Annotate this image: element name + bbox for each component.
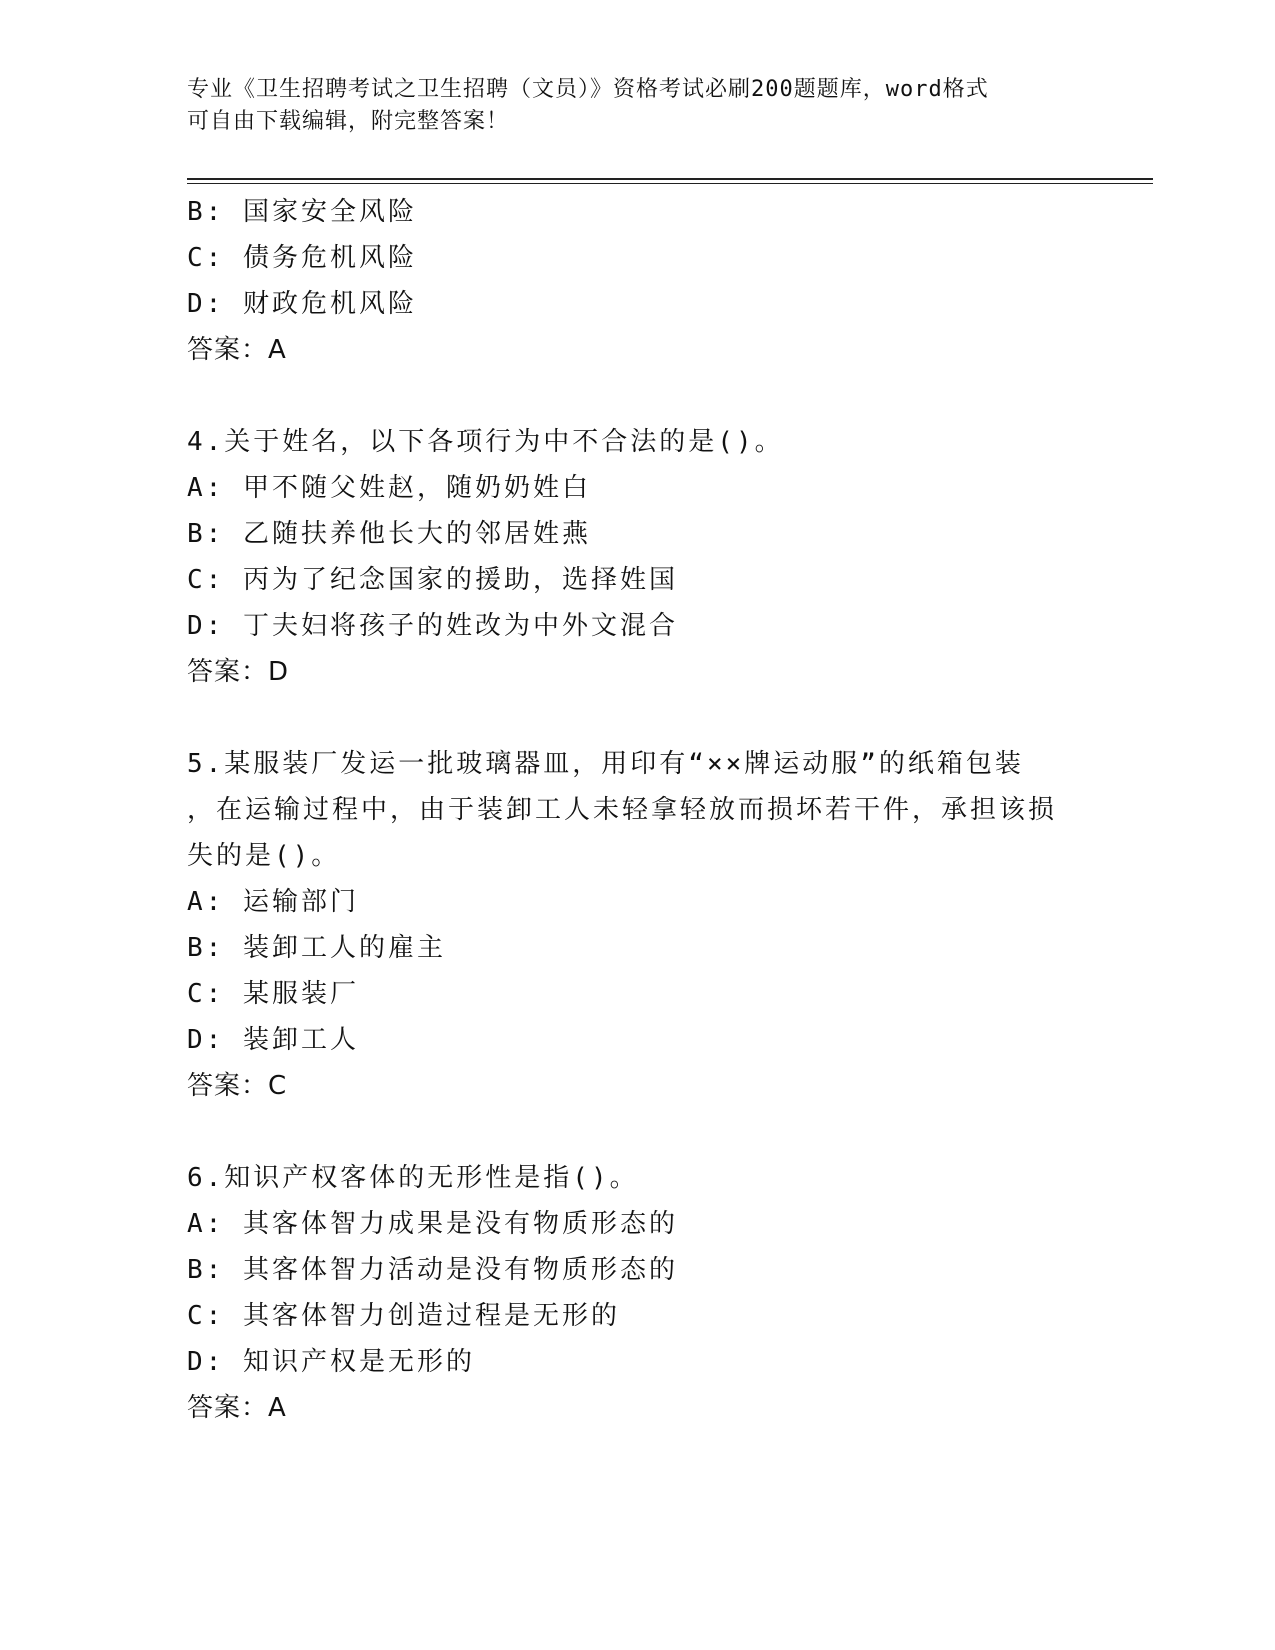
option-b: B: 其客体智力活动是没有物质形态的 — [187, 1255, 678, 1285]
question-stem-line-3: 失的是()。 — [187, 841, 341, 871]
question-list — [187, 189, 1067, 1431]
header-line-2: 可自由下载编辑，附完整答案！ — [187, 109, 510, 134]
question-stem-line-2: ，在运输过程中，由于装卸工人未轻拿轻放而损坏若干件，承担该损 — [187, 795, 1058, 825]
option-a: A: 甲不随父姓赵，随奶奶姓白 — [187, 473, 591, 503]
answer-line: 答案：A — [187, 335, 287, 365]
option-b: B: 国家安全风险 — [187, 197, 417, 227]
answer-line: 答案：C — [187, 1071, 288, 1101]
option-b: B: 装卸工人的雇主 — [187, 933, 446, 963]
option-c: C: 丙为了纪念国家的援助，选择姓国 — [187, 565, 678, 595]
question-stem-line-1: 5.某服装厂发运一批玻璃器皿，用印有“××牌运动服”的纸箱包装 — [187, 749, 1024, 779]
option-d: D: 装卸工人 — [187, 1025, 359, 1055]
header-rule-thick — [187, 178, 1153, 180]
option-c: C: 其客体智力创造过程是无形的 — [187, 1301, 620, 1331]
question-5 — [187, 741, 1067, 1109]
header-line-1: 专业《卫生招聘考试之卫生招聘（文员）》资格考试必刷200题题库，word格式 — [187, 77, 989, 102]
question-continued — [187, 189, 1067, 373]
header-rule-thin — [187, 183, 1153, 184]
option-d: D: 丁夫妇将孩子的姓改为中外文混合 — [187, 611, 678, 641]
option-d: D: 知识产权是无形的 — [187, 1347, 475, 1377]
option-c: C: 某服装厂 — [187, 979, 359, 1009]
answer-line: 答案：A — [187, 1393, 287, 1423]
question-stem: 4.关于姓名，以下各项行为中不合法的是()。 — [187, 427, 784, 457]
question-4 — [187, 419, 1067, 695]
question-stem: 6.知识产权客体的无形性是指()。 — [187, 1163, 639, 1193]
option-a: A: 运输部门 — [187, 887, 359, 917]
answer-line: 答案：D — [187, 657, 290, 687]
option-d: D: 财政危机风险 — [187, 289, 417, 319]
option-b: B: 乙随扶养他长大的邻居姓燕 — [187, 519, 591, 549]
question-6 — [187, 1155, 1067, 1431]
document-header — [187, 74, 1067, 138]
option-a: A: 其客体智力成果是没有物质形态的 — [187, 1209, 678, 1239]
option-c: C: 债务危机风险 — [187, 243, 417, 273]
